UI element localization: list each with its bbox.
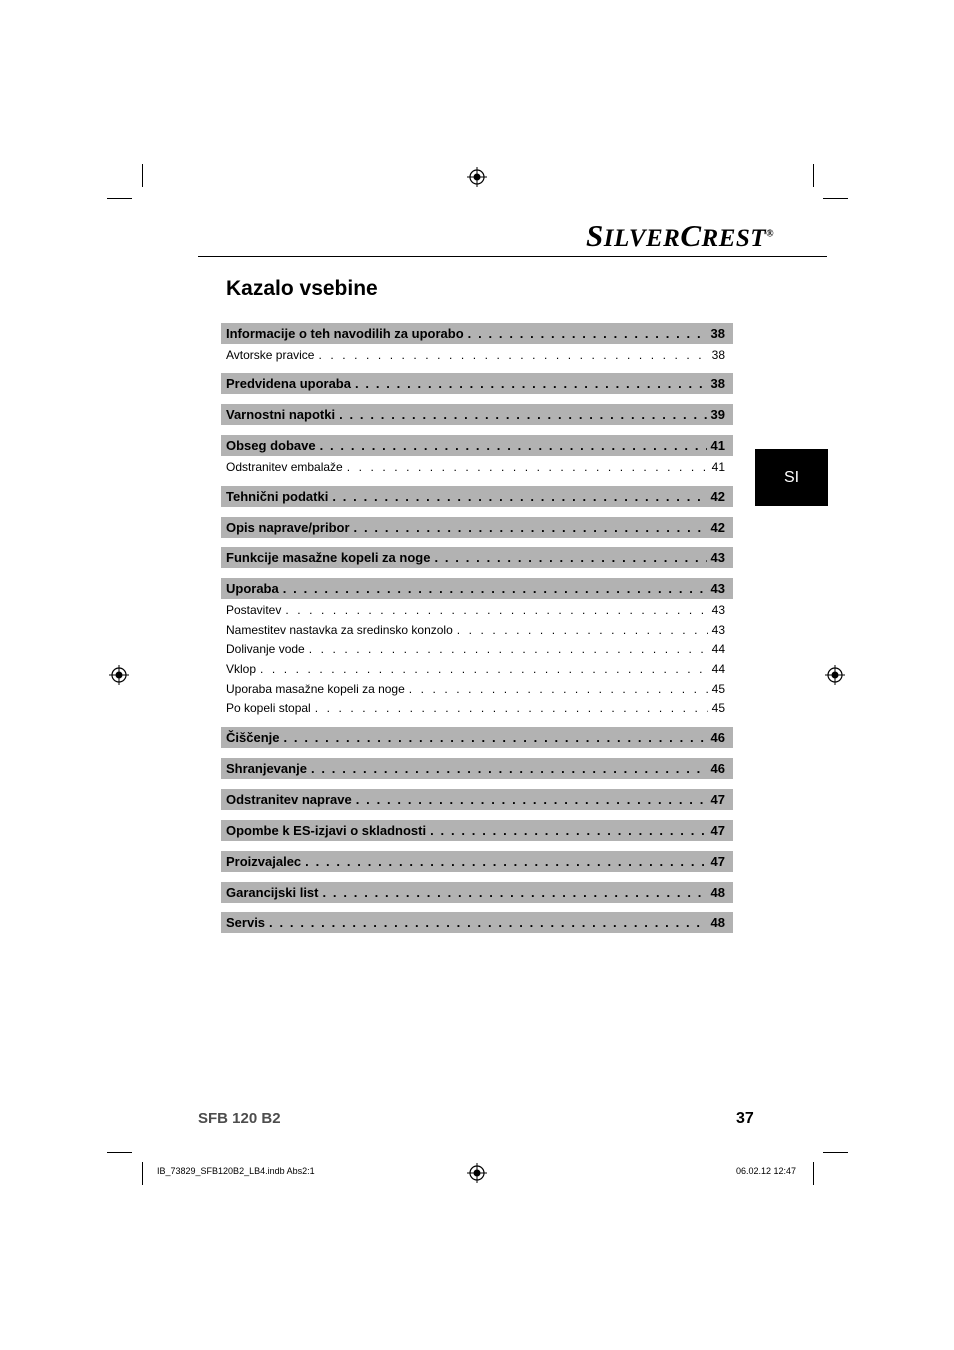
toc-entry-label: Proizvajalec xyxy=(226,854,302,869)
toc-entry[interactable] xyxy=(221,882,733,903)
crop-mark xyxy=(813,164,814,187)
brand-letters: REST xyxy=(701,225,767,252)
registration-mark-icon xyxy=(109,665,129,685)
print-file-slug: IB_73829_SFB120B2_LB4.indb Abs2:1 xyxy=(157,1166,315,1176)
toc-entry-label: Varnostni napotki xyxy=(226,407,336,422)
toc-entry[interactable] xyxy=(221,346,733,364)
toc-entry[interactable] xyxy=(221,789,733,810)
toc-entry-page: 47 xyxy=(710,823,725,838)
toc-leader-dots xyxy=(434,550,706,565)
toc-entry[interactable] xyxy=(221,699,733,717)
toc-leader-dots xyxy=(283,730,706,745)
brand-letter: C xyxy=(680,218,702,253)
toc-entry[interactable] xyxy=(221,601,733,619)
toc-entry-page: 48 xyxy=(710,915,725,930)
toc-entry[interactable] xyxy=(221,680,733,698)
toc-entry-label: Obseg dobave xyxy=(226,438,316,453)
toc-leader-dots xyxy=(355,376,707,391)
toc-entry-page: 46 xyxy=(710,730,725,745)
toc-entry[interactable] xyxy=(221,435,733,456)
toc-entry[interactable] xyxy=(221,621,733,639)
crop-mark xyxy=(107,1152,132,1153)
toc-entry[interactable] xyxy=(221,727,733,748)
registered-mark: ® xyxy=(766,228,775,240)
toc-entry[interactable] xyxy=(221,758,733,779)
registration-mark-icon xyxy=(467,167,487,187)
toc-entry-label: Čiščenje xyxy=(226,730,280,745)
toc-entry-label: Uporaba xyxy=(226,581,279,596)
page-number: 37 xyxy=(736,1110,754,1127)
toc-leader-dots xyxy=(309,642,708,656)
toc-entry-page: 44 xyxy=(711,662,725,676)
toc-leader-dots xyxy=(315,701,708,715)
toc-entry[interactable] xyxy=(221,373,733,394)
brand-letters: ILVER xyxy=(603,225,681,252)
page-title: Kazalo vsebine xyxy=(226,277,378,300)
toc-entry-page: 43 xyxy=(711,623,725,637)
toc-entry-page: 38 xyxy=(710,326,725,341)
toc-entry-label: Postavitev xyxy=(226,603,282,617)
toc-entry-label: Odstranitev embalaže xyxy=(226,460,343,474)
toc-entry[interactable] xyxy=(221,640,733,658)
toc-entry-page: 45 xyxy=(711,701,725,715)
toc-leader-dots xyxy=(468,326,707,341)
toc-leader-dots xyxy=(356,792,707,807)
crop-mark xyxy=(107,198,132,199)
toc-entry[interactable] xyxy=(221,578,733,599)
toc-entry-label: Garancijski list xyxy=(226,885,319,900)
brand-letter: S xyxy=(586,218,604,253)
model-label: SFB 120 B2 xyxy=(198,1110,281,1127)
toc-entry-page: 43 xyxy=(710,581,725,596)
language-tab xyxy=(755,449,828,506)
toc-entry-page: 38 xyxy=(710,376,725,391)
toc-leader-dots xyxy=(260,662,708,676)
toc-entry-label: Opombe k ES-izjavi o skladnosti xyxy=(226,823,427,838)
registration-mark-icon xyxy=(825,665,845,685)
toc-entry-page: 39 xyxy=(710,407,725,422)
toc-leader-dots xyxy=(409,682,708,696)
toc-leader-dots xyxy=(430,823,706,838)
brand-logo xyxy=(586,218,774,254)
toc-entry-page: 41 xyxy=(711,460,725,474)
toc-leader-dots xyxy=(269,915,706,930)
toc-entry-label: Po kopeli stopal xyxy=(226,701,311,715)
toc-entry-page: 42 xyxy=(710,489,725,504)
toc-entry-label: Opis naprave/pribor xyxy=(226,520,350,535)
toc-entry[interactable] xyxy=(221,660,733,678)
toc-entry-page: 42 xyxy=(710,520,725,535)
toc-entry-label: Vklop xyxy=(226,662,257,676)
toc-entry-page: 44 xyxy=(711,642,725,656)
toc-entry-label: Odstranitev naprave xyxy=(226,792,352,807)
toc-entry-label: Informacije o teh navodilih za uporabo xyxy=(226,326,464,341)
toc-entry[interactable] xyxy=(221,820,733,841)
toc-leader-dots xyxy=(285,603,707,617)
toc-leader-dots xyxy=(332,489,706,504)
crop-mark xyxy=(823,198,848,199)
toc-entry[interactable] xyxy=(221,458,733,476)
toc-entry[interactable] xyxy=(221,323,733,344)
toc-entry[interactable] xyxy=(221,912,733,933)
crop-mark xyxy=(823,1152,848,1153)
toc-entry-page: 38 xyxy=(711,348,725,362)
toc-leader-dots xyxy=(457,623,708,637)
toc-entry[interactable] xyxy=(221,517,733,538)
toc-leader-dots xyxy=(311,761,707,776)
toc-entry[interactable] xyxy=(221,547,733,568)
toc-entry-label: Namestitev nastavka za sredinsko konzolo xyxy=(226,623,453,637)
toc-entry-label: Shranjevanje xyxy=(226,761,307,776)
toc-entry[interactable] xyxy=(221,486,733,507)
toc-entry-page: 45 xyxy=(711,682,725,696)
toc-entry-label: Tehnični podatki xyxy=(226,489,329,504)
header-divider xyxy=(198,256,827,257)
toc-leader-dots xyxy=(320,438,707,453)
toc-leader-dots xyxy=(354,520,707,535)
toc-entry-label: Funkcije masažne kopeli za noge xyxy=(226,550,431,565)
toc-leader-dots xyxy=(318,348,707,362)
toc-entry-label: Uporaba masažne kopeli za noge xyxy=(226,682,405,696)
toc-entry-page: 47 xyxy=(710,854,725,869)
toc-entry-page: 43 xyxy=(711,603,725,617)
toc-entry-label: Predvidena uporaba xyxy=(226,376,351,391)
toc-leader-dots xyxy=(339,407,706,422)
toc-entry-label: Servis xyxy=(226,915,266,930)
toc-leader-dots xyxy=(323,885,707,900)
crop-mark xyxy=(142,164,143,187)
language-tab-label: SI xyxy=(783,468,800,486)
toc-leader-dots xyxy=(305,854,706,869)
print-timestamp: 06.02.12 12:47 xyxy=(736,1166,797,1176)
toc-entry[interactable] xyxy=(221,404,733,425)
toc-entry-label: Avtorske pravice xyxy=(226,348,315,362)
registration-mark-icon xyxy=(467,1163,487,1183)
toc-entry-page: 41 xyxy=(710,438,725,453)
toc-leader-dots xyxy=(283,581,707,596)
crop-mark xyxy=(142,1162,143,1185)
crop-mark xyxy=(813,1162,814,1185)
toc-leader-dots xyxy=(347,460,708,474)
toc-entry-label: Dolivanje vode xyxy=(226,642,305,656)
toc-entry-page: 47 xyxy=(710,792,725,807)
toc-entry[interactable] xyxy=(221,851,733,872)
toc-entry-page: 46 xyxy=(710,761,725,776)
toc-entry-page: 48 xyxy=(710,885,725,900)
toc-entry-page: 43 xyxy=(710,550,725,565)
